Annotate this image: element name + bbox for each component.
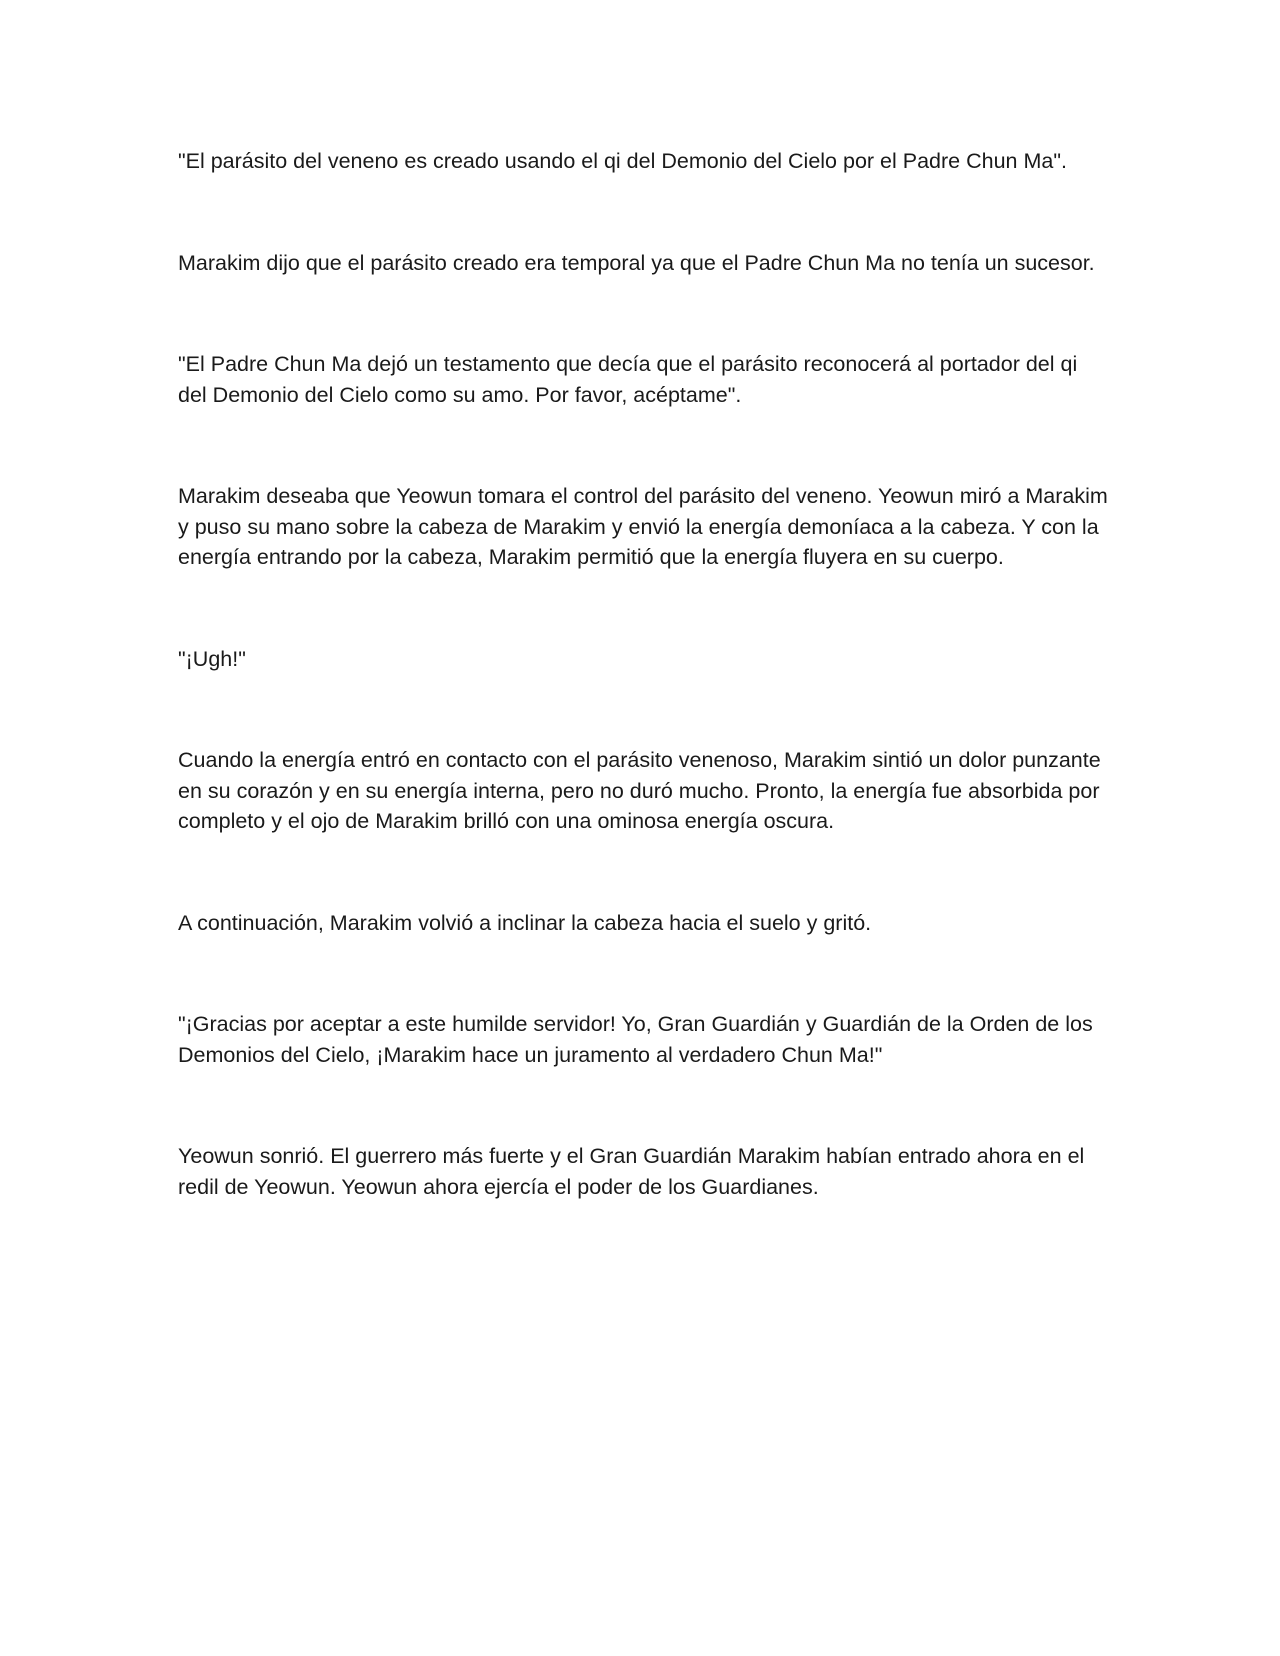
- paragraph-9: Yeowun sonrió. El guerrero más fuerte y el Gran Guardián Marakim habían entrado ahora en el redil de Yeowun. Yeowun ahora ejercía el poder de los Guardianes.: [178, 1144, 1085, 1199]
- paragraph-3: "El Padre Chun Ma dejó un testamento que decía que el parásito reconocerá al portador del qi del Demonio del Cielo como su amo. Por favor, acéptame".: [178, 352, 1078, 407]
- document-body: [178, 146, 1108, 1202]
- paragraph-6: Cuando la energía entró en contacto con el parásito venenoso, Marakim sintió un dolor punzante en su corazón y en su energía interna, pero no duró mucho. Pronto, la energía fue absorbida por completo y el ojo de Marakim brilló con una ominosa energía oscura.: [178, 748, 1101, 833]
- paragraph-7: A continuación, Marakim volvió a inclinar la cabeza hacia el suelo y gritó.: [178, 910, 872, 935]
- paragraph-1: "El parásito del veneno es creado usando el qi del Demonio del Cielo por el Padre Chun Ma".: [178, 149, 1067, 173]
- paragraph-2: Marakim dijo que el parásito creado era temporal ya que el Padre Chun Ma no tenía un sucesor.: [178, 250, 1095, 275]
- paragraph-4: Marakim deseaba que Yeowun tomara el control del parásito del veneno. Yeowun miró a Marakim y puso su mano sobre la cabeza de Marakim y envió la energía demoníaca a la cabeza. Y con la energía entrando por la cabeza, Marakim permitió que la energía fluyera en su cuerpo.: [178, 484, 1108, 569]
- paragraph-8: "¡Gracias por aceptar a este humilde servidor! Yo, Gran Guardián y Guardián de la Orden de los Demonios del Cielo, ¡Marakim hace un juramento al verdadero Chun Ma!": [178, 1012, 1093, 1067]
- paragraph-5: "¡Ugh!": [178, 646, 246, 671]
